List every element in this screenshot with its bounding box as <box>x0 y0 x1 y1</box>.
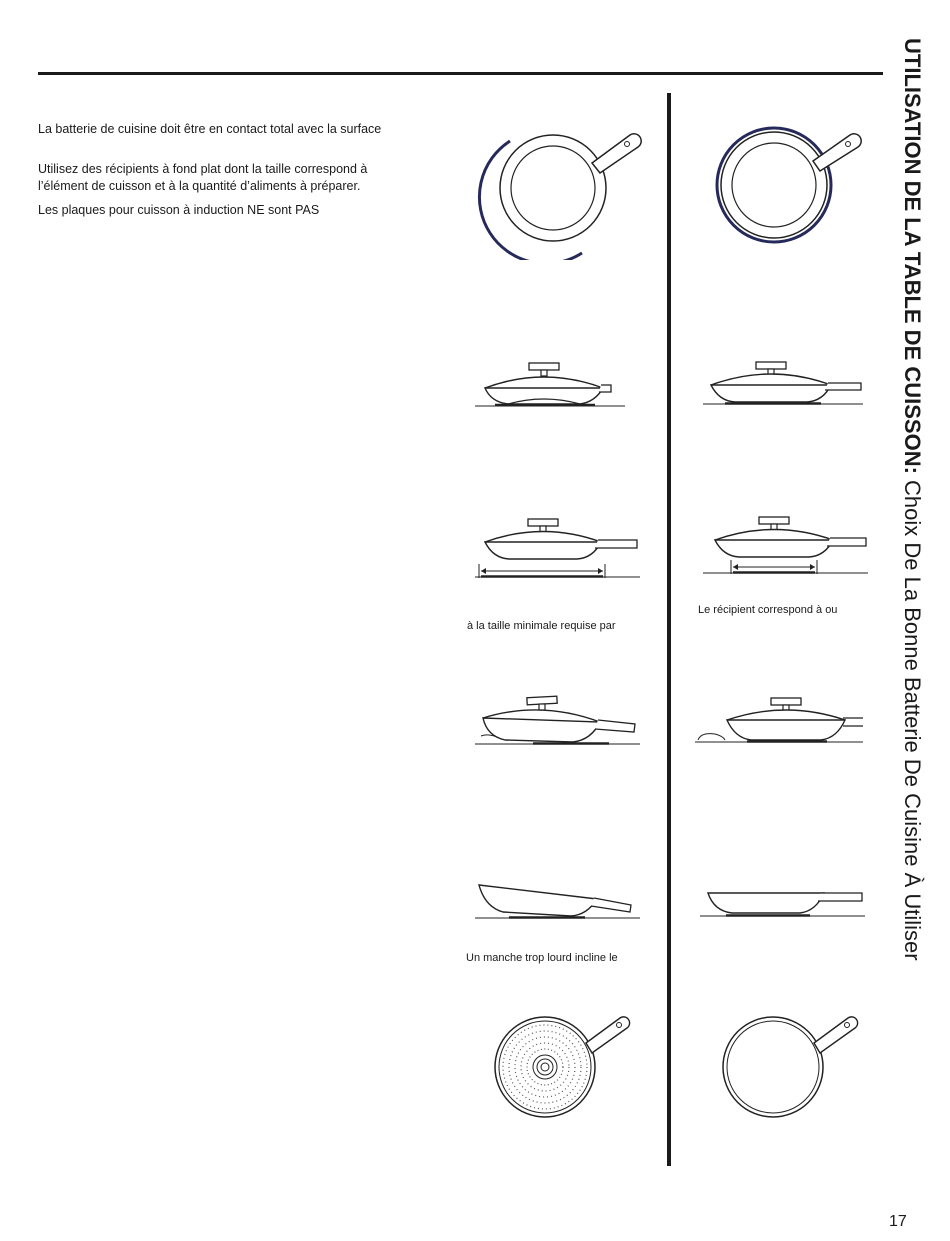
pan-side-view-flat <box>703 358 863 413</box>
contact-text: La batterie de cuisine doit être en contact total avec la surface <box>38 122 382 136</box>
pan-side-view-warped <box>475 358 625 413</box>
column-divider <box>667 93 671 1166</box>
pan-top-view-offset <box>470 125 650 260</box>
plates-text: Les plaques pour cuisson à induction NE sont PAS <box>38 203 320 217</box>
pan-correct-size-diagram <box>703 515 868 580</box>
pan-top-view-centered <box>700 125 880 260</box>
section-title <box>892 38 932 1168</box>
caption-min-size: à la taille minimale requise par <box>467 620 616 632</box>
header-rule <box>38 72 883 75</box>
pan-smooth-bottom <box>718 1010 863 1125</box>
pan-level-diagram <box>695 692 863 750</box>
section-title-subtitle: Choix De La Bonne Batterie De Cuisine À Utiliser <box>900 473 925 961</box>
pan-heavy-handle-tilted <box>475 875 640 920</box>
caption-fits: Le récipient correspond à ou <box>698 604 838 616</box>
caption-heavy-handle: Un manche trop lourd incline le <box>466 952 618 964</box>
flat-bottom-text-line2: l’élément de cuisson et à la quantité d’aliments à préparer. <box>38 179 361 193</box>
pan-balanced-handle <box>700 875 865 920</box>
flat-bottom-text-line1: Utilisez des récipients à fond plat dont la taille correspond à <box>38 162 368 176</box>
pan-textured-bottom <box>490 1010 635 1125</box>
section-title-bold: UTILISATION DE LA TABLE DE CUISSON: <box>900 38 925 474</box>
pan-too-small-diagram <box>475 515 640 580</box>
pan-rounded-bottom-diagram <box>475 692 640 750</box>
page-number: 17 <box>889 1213 907 1230</box>
